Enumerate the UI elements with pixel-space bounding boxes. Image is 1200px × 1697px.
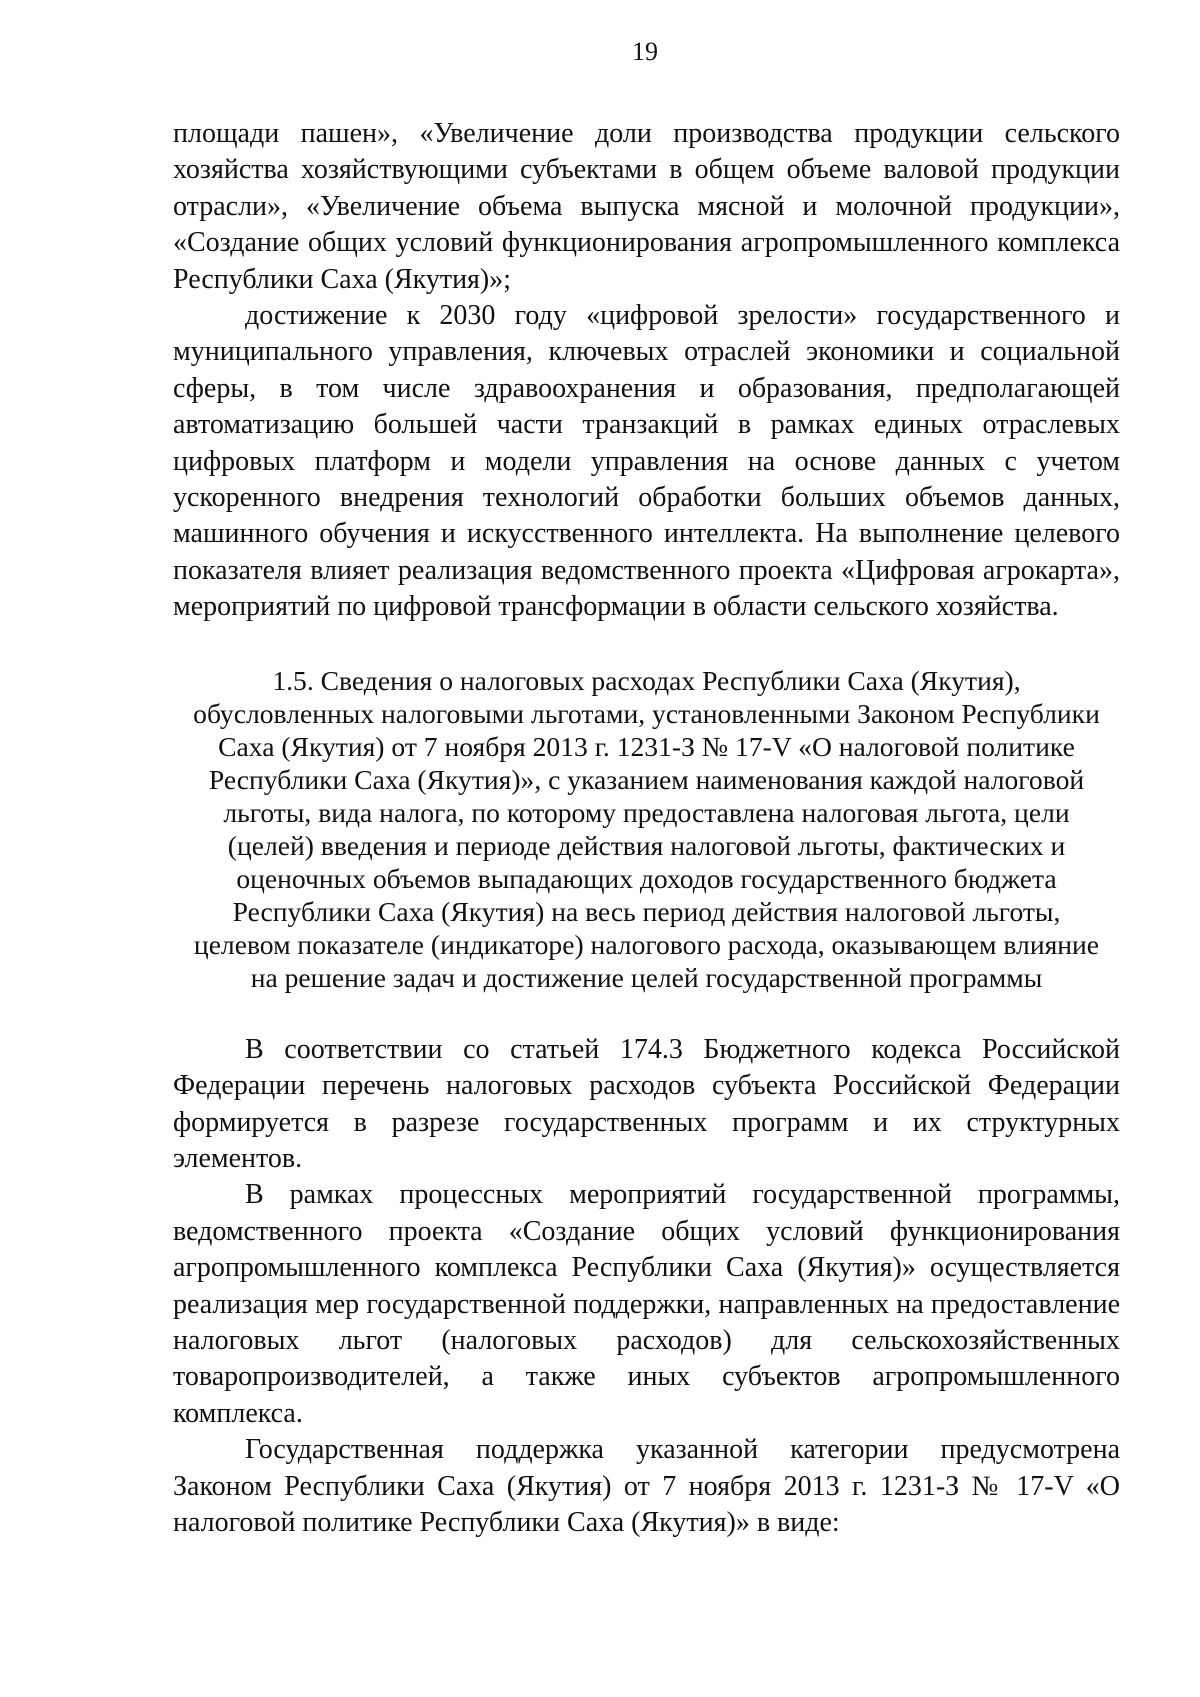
paragraph-digital-maturity: достижение к 2030 году «цифровой зрелости» государственного и муниципального управления, ключевых отраслей экономики и социальной сферы, в том числе здравоохранения и образования, предполагающей автоматизацию большей части транзакций в рамках единых отраслевых цифровых платформ и модели управления на основе данных с учетом ускоренного внедрения технологий обработки больших объемов данных, машинного обучения и искусственного интеллекта. На выполнение целевого показателя влияет реализация ведомственного проекта «Цифровая агрокарта», мероприятий по цифровой трансформации в области сельского хозяйства. <box>173 300 1120 623</box>
section-heading: 1.5. Сведения о налоговых расходах Республики Саха (Якутия), обусловленных налоговыми льготами, установленными Законом Республики Саха (Якутия) от 7 ноября 2013 г. 1231-З № 17-V «О налоговой политике Республики Саха (Якутия)», с указанием наименования каждой налоговой льготы, вида налога, по которому предоставлена налоговая льгота, цели (целей) введения и периоде действия налоговой льготы, фактических и оценочных объемов выпадающих доходов государственного бюджета Республики Саха (Якутия) на весь период действия налоговой льготы, целевом показателе (индикаторе) налогового расхода, оказывающем влияние на решение задач и достижение целей государственной программы <box>193 664 1100 993</box>
paragraph-budget-code: В соответствии со статьей 174.3 Бюджетного кодекса Российской Федерации перечень налоговых расходов субъекта Российской Федерации формируется в разрезе государственных программ и их структурных элементов. <box>173 1033 1120 1174</box>
paragraph-continuation: площади пашен», «Увеличение доли производства продукции сельского хозяйства хозяйствующими субъектами в общем объеме валовой продукции отрасли», «Увеличение объема выпуска мясной и молочной продукции», «Создание общих условий функционирования агропромышленного комплекса Республики Саха (Якутия)»; <box>173 118 1120 295</box>
paragraph-state-support: Государственная поддержка указанной категории предусмотрена Законом Республики Саха (Якутия) от 7 ноября 2013 г. 1231-З № 17-V «О налоговой политике Республики Саха (Якутия)» в виде: <box>173 1434 1120 1538</box>
document-body <box>173 116 1120 1541</box>
paragraph-process-measures: В рамках процессных мероприятий государственной программы, ведомственного проекта «Создание общих условий функционирования агропромышленного комплекса Республики Саха (Якутия)» осуществляется реализация мер государственной поддержки, направленных на предоставление налоговых льгот (налоговых расходов) для сельскохозяйственных товаропроизводителей, а также иных субъектов агропромышленного комплекса. <box>173 1179 1120 1429</box>
page-number: 19 <box>632 37 658 66</box>
